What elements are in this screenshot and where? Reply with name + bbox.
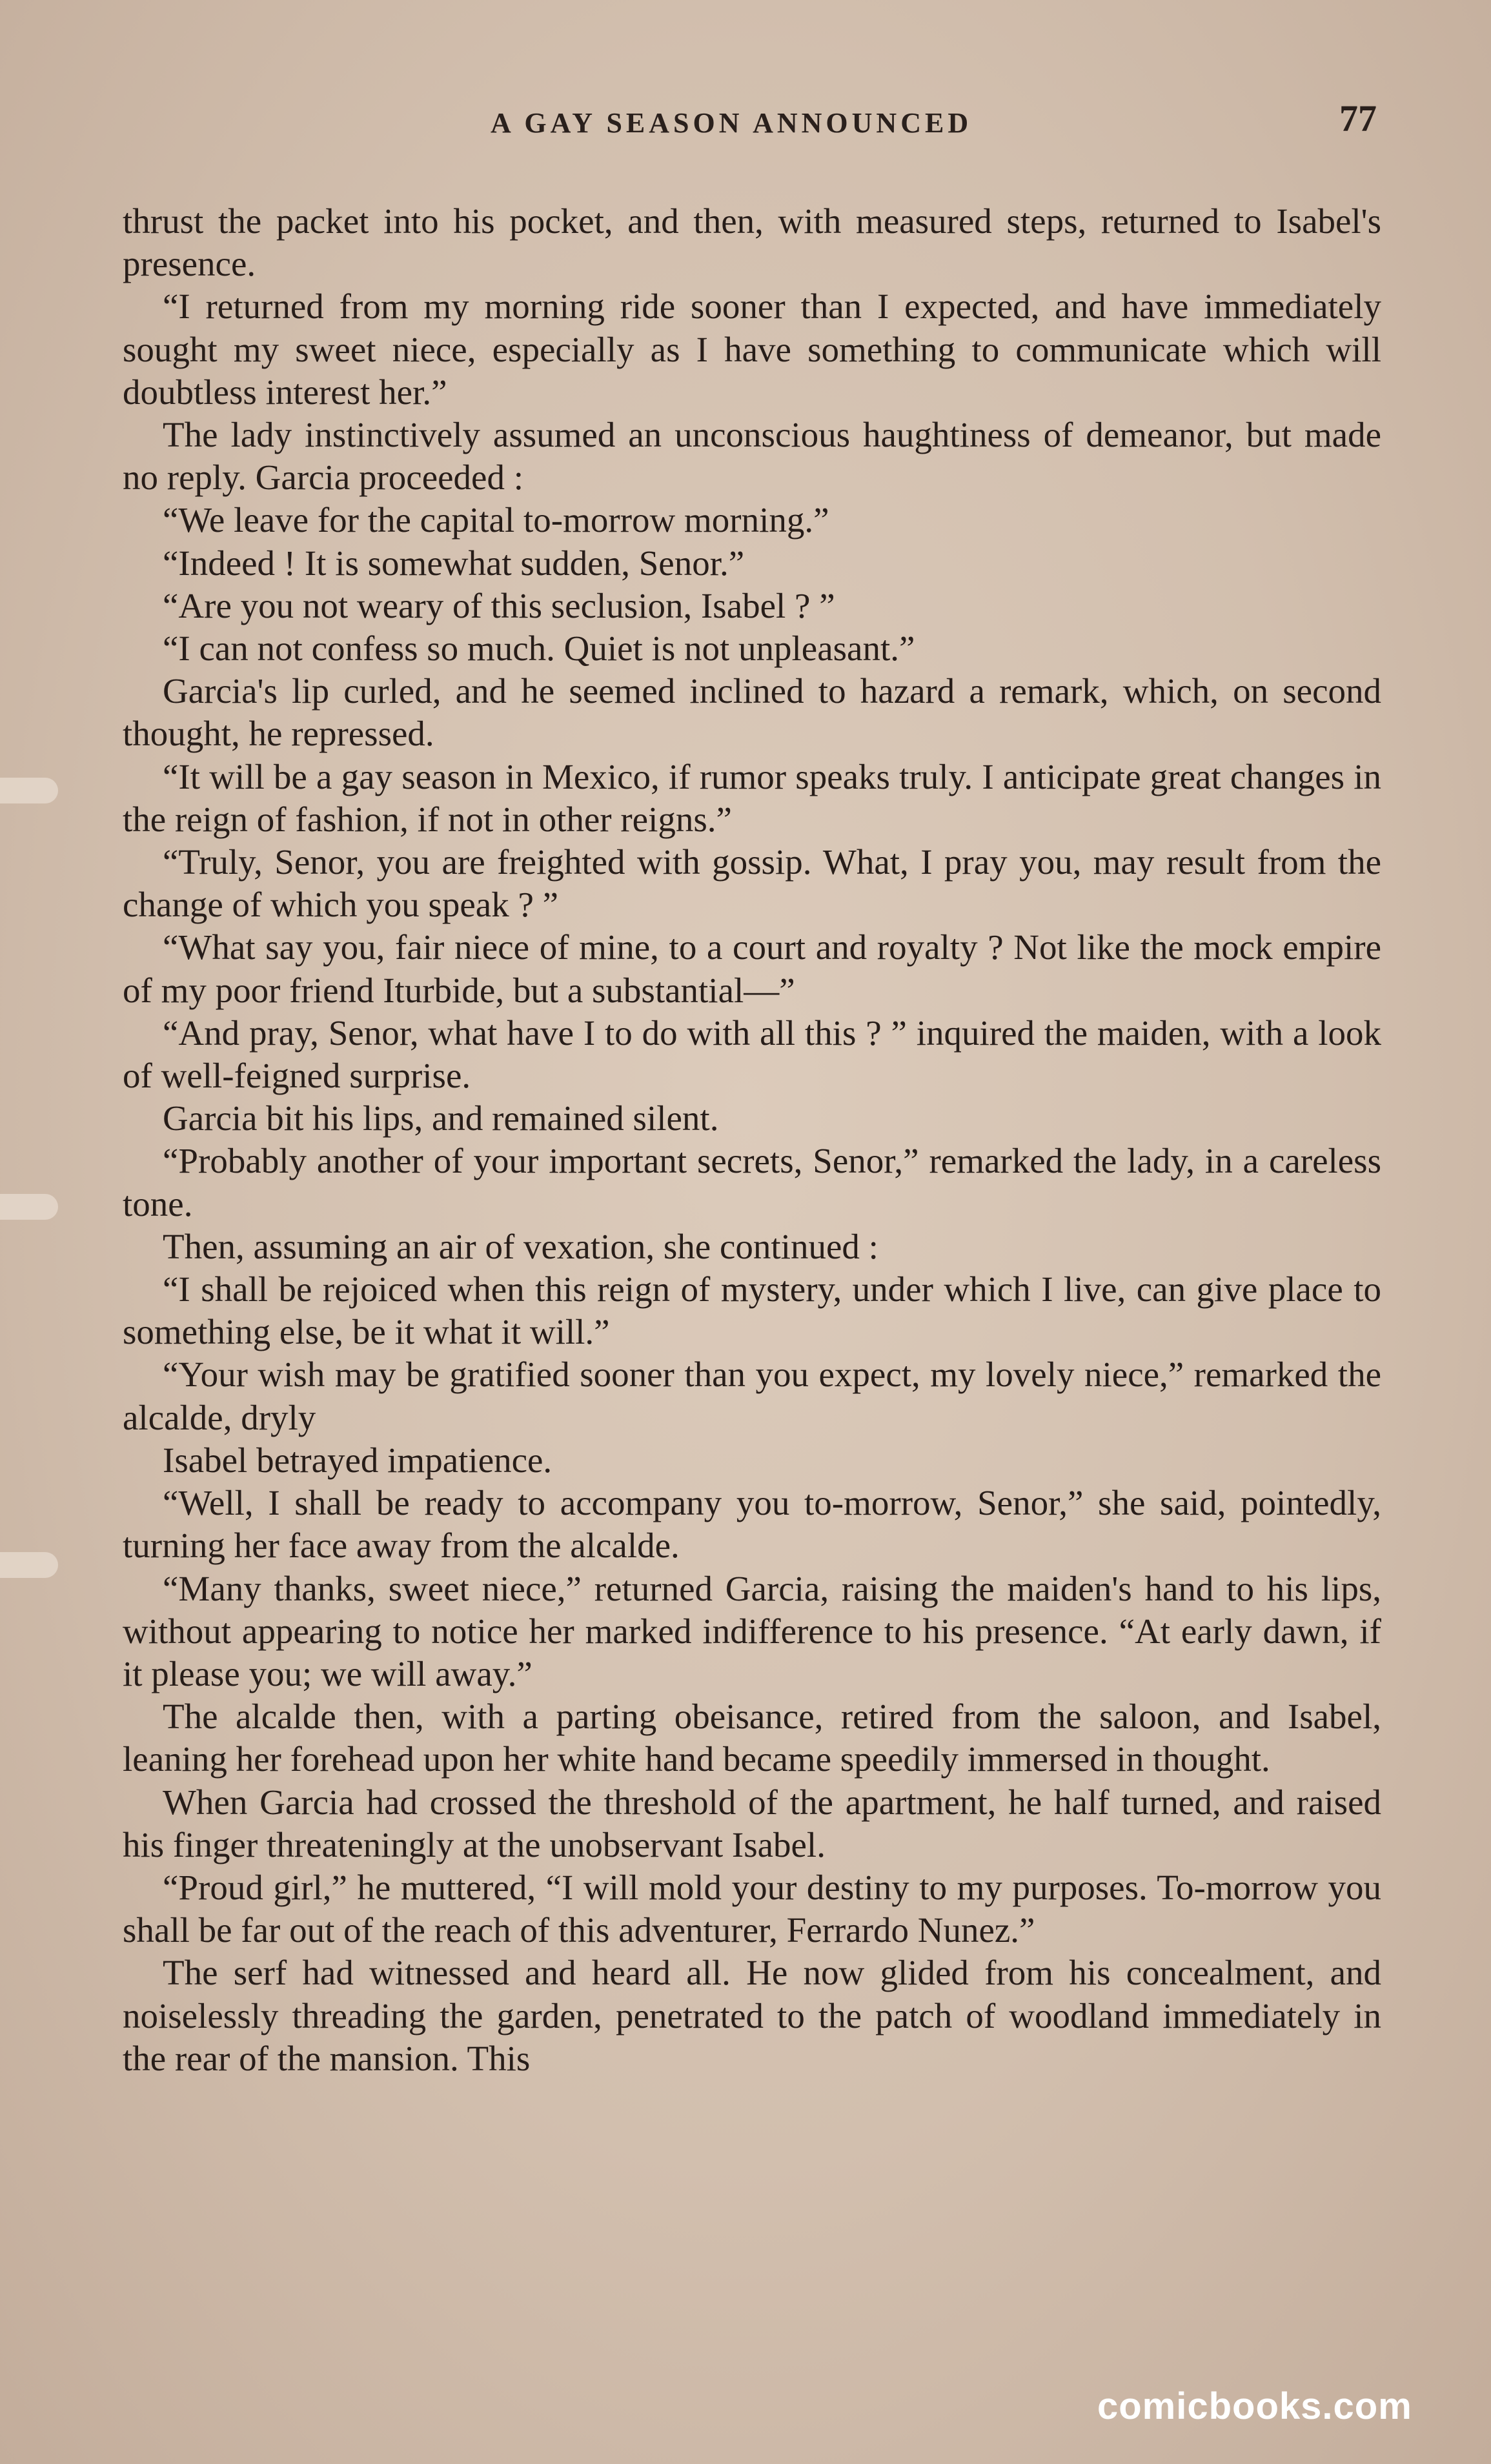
- page-number: 77: [1339, 97, 1377, 139]
- paragraph: Garcia's lip curled, and he seemed inclined to hazard a remark, which, on second thought, he repressed.: [123, 671, 1381, 754]
- paragraph: “It will be a gay season in Mexico, if rumor speaks truly. I anticipate great changes in the reign of fashion, if not in other reigns.”: [123, 756, 1381, 839]
- watermark-logo: comicbooks.com: [1097, 2385, 1412, 2427]
- paragraph: “Probably another of your important secrets, Senor,” remarked the lady, in a careless tone.: [123, 1141, 1381, 1224]
- paragraph: Garcia bit his lips, and remained silent.: [163, 1098, 719, 1138]
- paragraph: Then, assuming an air of vexation, she continued :: [163, 1226, 878, 1266]
- paragraph: “And pray, Senor, what have I to do with all this ? ” inquired the maiden, with a look of well-feigned surprise.: [123, 1013, 1381, 1096]
- paragraph: When Garcia had crossed the threshold of the apartment, he half turned, and raised his finger threateningly at the unobservant Isabel.: [123, 1782, 1381, 1864]
- paragraph: “Well, I shall be ready to accompany you to-morrow, Senor,” she said, pointedly, turning her face away from the alcalde.: [123, 1483, 1381, 1566]
- page-body-text: [123, 200, 1381, 2080]
- page-edge-wear: [0, 778, 58, 803]
- paragraph: The alcalde then, with a parting obeisance, retired from the saloon, and Isabel, leaning her forehead upon her white hand became speedily immersed in thought.: [123, 1697, 1381, 1779]
- paragraph: The lady instinctively assumed an unconscious haughtiness of demeanor, but made no reply. Garcia proceeded :: [123, 415, 1381, 498]
- page-edge-wear: [0, 1194, 58, 1220]
- paragraph: “What say you, fair niece of mine, to a court and royalty ? Not like the mock empire of my poor friend Iturbide, but a substantial—”: [123, 927, 1381, 1010]
- paragraph: “Indeed ! It is somewhat sudden, Senor.”: [163, 543, 745, 583]
- paragraph: “We leave for the capital to-morrow morning.”: [163, 500, 829, 540]
- paragraph: “I shall be rejoiced when this reign of mystery, under which I live, can give place to something else, be it what it will.”: [123, 1269, 1381, 1352]
- paragraph: “Many thanks, sweet niece,” returned Garcia, raising the maiden's hand to his lips, without appearing to notice her marked indifference to his presence. “At early dawn, if it please you; we will away.”: [123, 1568, 1381, 1693]
- paragraph: “I returned from my morning ride sooner than I expected, and have immediately sought my sweet niece, especially as I have something to communicate which will doubtless interest her.”: [123, 287, 1381, 412]
- paragraph: “Proud girl,” he muttered, “I will mold your destiny to my purposes. To-morrow you shall be far out of the reach of this adventurer, Ferrardo Nunez.”: [123, 1867, 1381, 1950]
- running-head: A GAY SEASON ANNOUNCED: [491, 107, 973, 139]
- page-edge-wear: [0, 1552, 58, 1578]
- paragraph: “Truly, Senor, you are freighted with gossip. What, I pray you, may result from the change of which you speak ? ”: [123, 842, 1381, 925]
- paragraph: thrust the packet into his pocket, and then, with measured steps, returned to Isabel's presence.: [123, 201, 1381, 284]
- paragraph: “Your wish may be gratified sooner than you expect, my lovely niece,” remarked the alcalde, dryly: [123, 1355, 1381, 1437]
- paragraph: Isabel betrayed impatience.: [163, 1440, 553, 1480]
- paragraph: “I can not confess so much. Quiet is not unpleasant.”: [163, 629, 915, 669]
- paragraph: “Are you not weary of this seclusion, Isabel ? ”: [163, 585, 835, 625]
- paragraph: The serf had witnessed and heard all. He now glided from his concealment, and noiselessly threading the garden, penetrated to the patch of woodland immediately in the rear of the mansion. This: [123, 1953, 1381, 2078]
